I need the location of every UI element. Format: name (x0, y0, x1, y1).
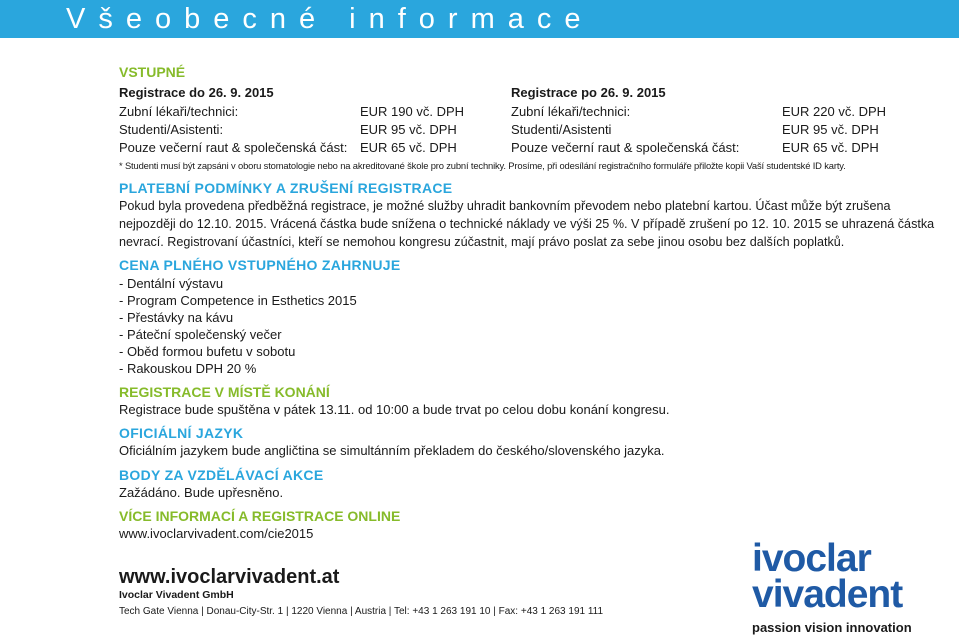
col2-row-label: Zubní lékaři/technici: (511, 104, 631, 119)
col2-row-price: EUR 220 vč. DPH (782, 104, 887, 119)
website-link[interactable]: www.ivoclarvivadent.at (119, 566, 340, 588)
col1-row-price: EUR 65 vč. DPH (360, 140, 457, 155)
page-title: Všeobecné informace (66, 3, 594, 35)
col2-row-label: Pouze večerní raut & společenská část: (511, 140, 740, 155)
student-note: * Studenti musí být zapsáni v oboru stomatologie nebo na akreditované škole pro zubní techniky. Prosíme, při odesílání registračního formuláře přiložte kopii Vaší studentské ID karty. (119, 160, 846, 171)
registrace-text: Registrace bude spuštěna v pátek 13.11. od 10:00 a bude trvat po celou dobu konání kongresu. (119, 402, 670, 417)
platebni-line: nevrací. Registrovaní účastníci, kteří se nemohou kongresu zúčastnit, mají právo poslat za sebe jinou osobu bez dalších poplatků. (119, 235, 845, 249)
list-item: - Dentální výstavu (119, 276, 224, 291)
logo-line2: vivadent (752, 573, 903, 616)
registrace-heading: REGISTRACE V MÍSTĚ KONÁNÍ (119, 384, 330, 400)
platebni-line: Pokud byla provedena předběžná registrace, je možné služby uhradit bankovním převodem nebo platební kartou. Účast může být zrušena (119, 199, 891, 213)
list-item: - Program Competence in Esthetics 2015 (119, 293, 357, 308)
list-item: - Rakouskou DPH 20 % (119, 361, 257, 376)
cena-heading: CENA PLNÉHO VSTUPNÉHO ZAHRNUJE (119, 257, 401, 273)
vstupne-heading: VSTUPNÉ (119, 64, 186, 80)
jazyk-text: Oficiálním jazykem bude angličtina se simultánním překladem do českého/slovenského jazyka. (119, 443, 665, 458)
logo-tagline: passion vision innovation (752, 620, 912, 635)
platebni-heading: PLATEBNÍ PODMÍNKY A ZRUŠENÍ REGISTRACE (119, 180, 453, 196)
body-text: Zažádáno. Bude upřesněno. (119, 485, 284, 500)
col2-row-price: EUR 95 vč. DPH (782, 122, 879, 137)
col1-row-label: Pouze večerní raut & společenská část: (119, 140, 348, 155)
col1-title: Registrace do 26. 9. 2015 (119, 85, 274, 100)
col1-row-price: EUR 95 vč. DPH (360, 122, 457, 137)
cena-list (119, 275, 357, 377)
company-address: Tech Gate Vienna | Donau-City-Str. 1 | 1220 Vienna | Austria | Tel: +43 1 263 191 10 | Fax: +43 1 263 191 111 (119, 606, 604, 617)
platebni-line: nejpozději do 12.10. 2015. Vrácená částka bude snížena o technické náklady ve výši 25 %. V případě zrušení po 12. 10. 2015 se uhrazená částka (119, 217, 935, 231)
vice-heading: VÍCE INFORMACÍ A REGISTRACE ONLINE (119, 508, 401, 524)
list-item: - Oběd formou bufetu v sobotu (119, 344, 296, 359)
body-heading: BODY ZA VZDĚLÁVACÍ AKCE (119, 467, 324, 483)
col2-row-label: Studenti/Asistenti (511, 122, 612, 137)
col1-row-price: EUR 190 vč. DPH (360, 104, 465, 119)
registration-link[interactable]: www.ivoclarvivadent.com/cie2015 (119, 526, 314, 541)
jazyk-heading: OFICIÁLNÍ JAZYK (119, 425, 244, 441)
col2-title: Registrace po 26. 9. 2015 (511, 85, 666, 100)
col1-row-label: Zubní lékaři/technici: (119, 104, 239, 119)
list-item: - Páteční společenský večer (119, 327, 282, 342)
col2-row-price: EUR 65 vč. DPH (782, 140, 879, 155)
header-bar (0, 0, 959, 38)
list-item: - Přestávky na kávu (119, 310, 234, 325)
company-name: Ivoclar Vivadent GmbH (119, 589, 234, 601)
col1-row-label: Studenti/Asistenti: (119, 122, 224, 137)
logo-line1: ivoclar (752, 537, 871, 580)
ivoclar-vivadent-logo (752, 537, 952, 640)
